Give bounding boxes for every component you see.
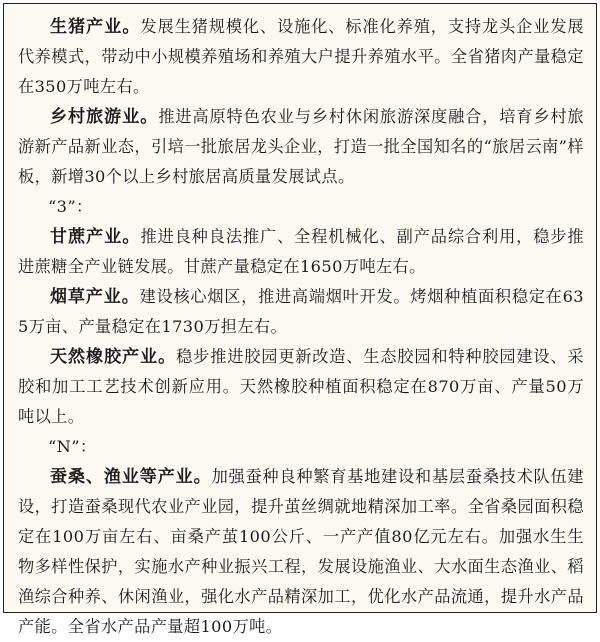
heading-sugarcane: 甘蔗产业。	[50, 227, 141, 247]
heading-rubber: 天然橡胶产业。	[50, 347, 177, 367]
text-pig-industry: 发展生猪规模化、设施化、标准化养殖，支持龙头企业发展代养模式，带动中小规模养殖场和养殖大户提升养殖水平。全省猪肉产量稳定在350万吨左右。	[18, 17, 584, 96]
section-marker-3: “3”：	[48, 197, 93, 216]
paragraph-sugarcane	[18, 222, 584, 282]
paragraph-rubber	[18, 342, 584, 432]
heading-tobacco: 烟草产业。	[50, 287, 140, 307]
paragraph-tobacco	[18, 282, 584, 342]
document-page	[3, 3, 597, 636]
paragraph-sericulture-fishery	[18, 462, 584, 642]
text-rural-tourism: 推进高原特色农业与乡村休闲旅游深度融合，培育乡村旅游新产品新业态，引培一批旅居龙头企业，打造一批全国知名的“旅居云南”样板，新增30个以上乡村旅居高质量发展试点。	[18, 107, 584, 186]
heading-rural-tourism: 乡村旅游业。	[50, 107, 159, 127]
section-marker-n: “N”：	[48, 437, 97, 456]
paragraph-pig-industry	[18, 12, 584, 102]
text-sericulture-fishery: 加强蚕种良种繁育基地建设和基层蚕桑技术队伍建设，打造蚕桑现代农业产业园，提升茧丝绸就地精深加工率。全省桑园面积稳定在100万亩左右、亩桑产茧100公斤、一产产值80亿元左右。加强水生生物多样性保护，实施水产种业振兴工程，发展设施渔业、大水面生态渔业、稻渔综合种养、休闲渔业，强化水产品精深加工，优化水产品流通，提升水产品产能。全省水产品产量超100万吨。	[18, 467, 584, 636]
text-rubber: 稳步推进胶园更新改造、生态胶园和特种胶园建设、采胶和加工工艺技术创新应用。天然橡胶种植面积稳定在870万亩、产量50万吨以上。	[18, 347, 584, 426]
paragraph-rural-tourism	[18, 102, 584, 192]
text-sugarcane: 推进良种良法推广、全程机械化、副产品综合利用，稳步推进蔗糖全产业链发展。甘蔗产量稳定在1650万吨左右。	[18, 227, 584, 276]
text-tobacco: 建设核心烟区，推进高端烟叶开发。烤烟种植面积稳定在635万亩、产量稳定在1730万担左右。	[18, 287, 584, 336]
heading-sericulture-fishery: 蚕桑、渔业等产业。	[50, 467, 212, 487]
heading-pig-industry: 生猪产业。	[50, 17, 141, 37]
